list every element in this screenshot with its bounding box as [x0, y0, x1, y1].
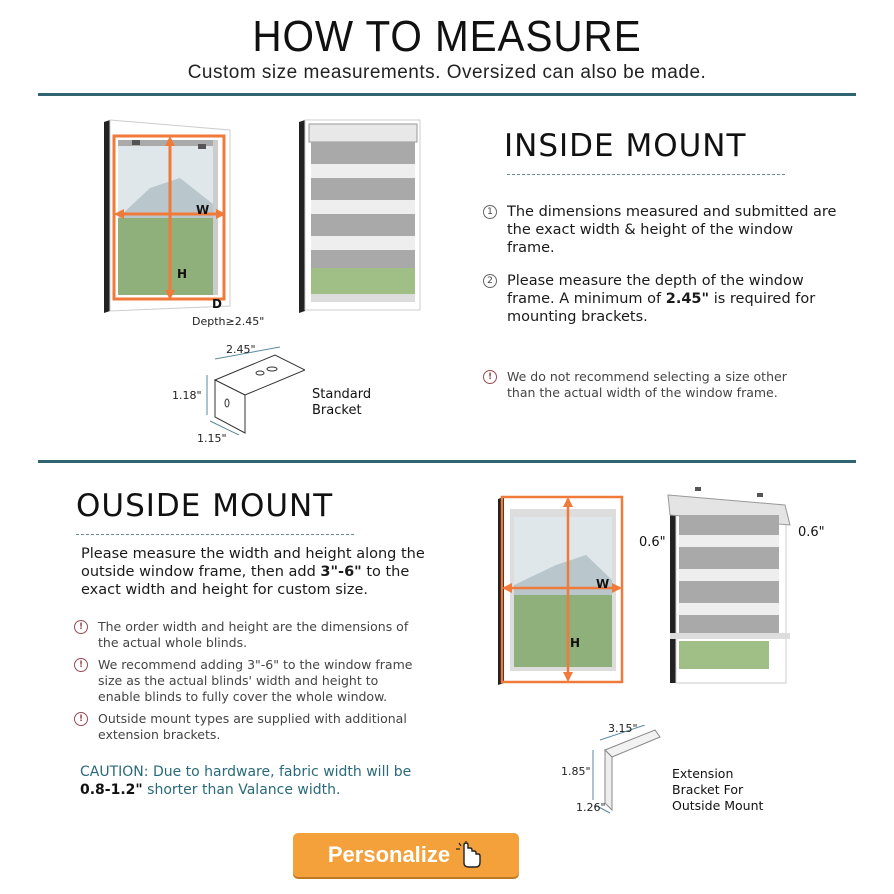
- outside-height-label: H: [570, 636, 581, 650]
- standard-bracket-diagram: [205, 345, 305, 435]
- inside-mount-dash: [507, 174, 785, 175]
- page-title: HOW TO MEASURE: [252, 12, 642, 61]
- number-1-icon: 1: [483, 205, 497, 219]
- bracket-depth-label: 1.15": [197, 432, 227, 445]
- inside-mount-window-diagram: [100, 118, 235, 313]
- personalize-button[interactable]: Personalize: [293, 833, 519, 877]
- height-label: H: [177, 267, 188, 281]
- left-overhang-label: 0.6": [639, 535, 666, 550]
- pointing-hand-icon: [454, 841, 484, 869]
- number-2-icon: 2: [483, 274, 497, 288]
- ext-bracket-width-label: 3.15": [608, 722, 638, 735]
- caution-text: CAUTION: Due to hardware, fabric width will be 0.8-1.2" shorter than Valance width.: [80, 764, 412, 798]
- right-overhang-label: 0.6": [798, 525, 825, 540]
- divider-top: [38, 93, 856, 96]
- bracket-height-label: 1.18": [172, 389, 202, 402]
- outside-width-label: W: [596, 577, 610, 591]
- warning-icon: !: [74, 620, 88, 634]
- divider-middle: [38, 460, 856, 463]
- inside-mount-blinds-diagram: [297, 118, 422, 313]
- bracket-width-label: 2.45": [226, 343, 256, 356]
- ext-bracket-depth-label: 1.26": [576, 801, 606, 814]
- warning-icon: !: [74, 658, 88, 672]
- standard-bracket-label: Standard Bracket: [312, 387, 372, 418]
- warning-icon: !: [483, 370, 497, 384]
- outside-mount-blinds-diagram: [665, 485, 795, 685]
- extension-bracket-label: Extension Bracket For Outside Mount: [672, 766, 764, 813]
- outside-mount-heading: OUSIDE MOUNT: [76, 488, 334, 524]
- ext-bracket-height-label: 1.85": [561, 765, 591, 778]
- depth-label: D: [212, 297, 222, 311]
- width-label: W: [196, 203, 210, 217]
- depth-caption: Depth≥2.45": [192, 315, 265, 328]
- inside-step-1: 1 The dimensions measured and submitted are the exact width & height of the window frame.: [483, 203, 843, 257]
- outside-notes: ! The order width and height are the dimensions of the actual whole blinds. ! We recommend adding 3"-6" to the window frame size as the actual blinds' width and height to enable blinds to fully cover the whole window. ! Outside mount types are supplied with additional extension brackets.: [74, 619, 424, 743]
- outside-intro: Please measure the width and height along the outside window frame, then add 3"-6" to the exact width and height for custom size.: [81, 546, 425, 598]
- outside-mount-dash: [76, 534, 354, 535]
- inside-step-2: 2 Please measure the depth of the window frame. A minimum of 2.45" is required for mounting brackets.: [483, 272, 843, 326]
- inside-note: ! We do not recommend selecting a size other than the actual width of the window frame.: [483, 369, 793, 401]
- warning-icon: !: [74, 712, 88, 726]
- page-subtitle: Custom size measurements. Oversized can also be made.: [187, 62, 707, 83]
- inside-mount-heading: INSIDE MOUNT: [504, 128, 747, 164]
